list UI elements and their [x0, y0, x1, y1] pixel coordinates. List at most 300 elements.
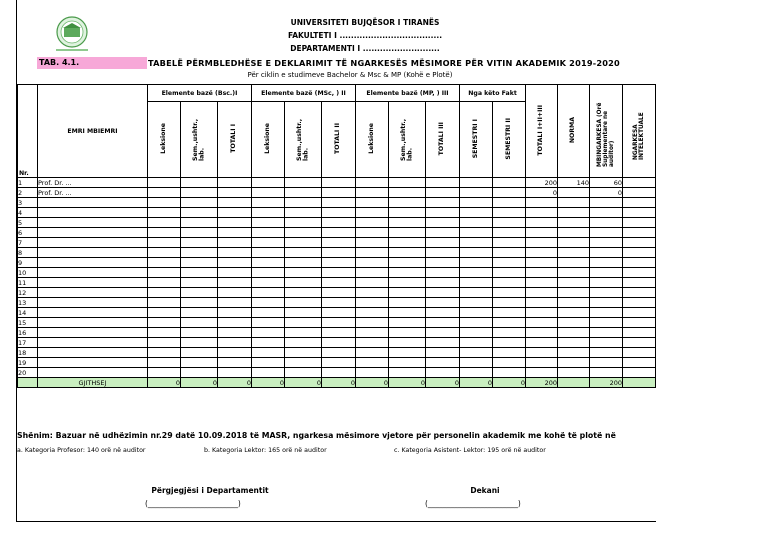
row-name — [38, 218, 148, 228]
row-norma — [558, 368, 590, 378]
row-mbingarkesa — [590, 348, 623, 358]
row-norma: 140 — [558, 178, 590, 188]
row-norma — [558, 288, 590, 298]
empty-cell — [356, 178, 389, 188]
total-cell — [558, 378, 590, 388]
row-number: 7 — [18, 238, 38, 248]
row-intelektuale — [623, 368, 656, 378]
empty-cell — [218, 208, 252, 218]
row-total — [526, 258, 558, 268]
empty-cell — [389, 178, 426, 188]
empty-cell — [181, 288, 218, 298]
empty-cell — [148, 308, 181, 318]
empty-cell — [493, 238, 526, 248]
empty-cell — [252, 188, 285, 198]
empty-cell — [426, 268, 460, 278]
empty-cell — [426, 258, 460, 268]
total-cell: 0 — [322, 378, 356, 388]
header-group-mp: Elemente bazë (MP, ) III — [356, 85, 460, 102]
row-number: 17 — [18, 338, 38, 348]
row-norma — [558, 218, 590, 228]
header-semestri-2: SEMESTRI II — [493, 102, 526, 178]
empty-cell — [285, 208, 322, 218]
row-name — [38, 258, 148, 268]
empty-cell — [322, 348, 356, 358]
row-intelektuale — [623, 278, 656, 288]
empty-cell — [322, 308, 356, 318]
empty-cell — [218, 248, 252, 258]
header-totali-1: TOTALI I — [218, 102, 252, 178]
empty-cell — [181, 308, 218, 318]
total-cell: 0 — [426, 378, 460, 388]
row-total — [526, 328, 558, 338]
row-name — [38, 228, 148, 238]
empty-cell — [218, 258, 252, 268]
header-group-msc: Elemente bazë (MSc, ) II — [252, 85, 356, 102]
row-total — [526, 268, 558, 278]
empty-cell — [285, 338, 322, 348]
empty-cell — [493, 218, 526, 228]
row-norma — [558, 278, 590, 288]
row-mbingarkesa — [590, 298, 623, 308]
empty-cell — [252, 218, 285, 228]
empty-cell — [148, 338, 181, 348]
empty-cell — [285, 248, 322, 258]
empty-cell — [181, 218, 218, 228]
empty-cell — [285, 328, 322, 338]
empty-cell — [356, 298, 389, 308]
empty-cell — [389, 278, 426, 288]
row-number: 12 — [18, 288, 38, 298]
empty-cell — [426, 348, 460, 358]
empty-cell — [181, 248, 218, 258]
empty-cell — [389, 308, 426, 318]
row-intelektuale — [623, 308, 656, 318]
row-norma — [558, 188, 590, 198]
department-head-signature-line: (________________________) — [145, 499, 241, 508]
header-group-bsc: Elemente bazë (Bsc.)I — [148, 85, 252, 102]
row-norma — [558, 298, 590, 308]
empty-cell — [322, 198, 356, 208]
empty-cell — [426, 318, 460, 328]
header-group-fakt: Nga këto Fakt — [460, 85, 526, 102]
row-number: 6 — [18, 228, 38, 238]
empty-cell — [426, 208, 460, 218]
empty-cell — [356, 208, 389, 218]
empty-cell — [181, 358, 218, 368]
empty-cell — [493, 228, 526, 238]
header-leksione-bsc: Leksione — [148, 102, 181, 178]
empty-cell — [493, 358, 526, 368]
empty-cell — [356, 218, 389, 228]
empty-cell — [181, 258, 218, 268]
empty-cell — [460, 368, 493, 378]
category-lector: b. Kategoria Lektor: 165 orë në auditor — [204, 447, 327, 454]
empty-cell — [322, 368, 356, 378]
empty-cell — [181, 368, 218, 378]
row-name — [38, 268, 148, 278]
row-norma — [558, 328, 590, 338]
empty-cell — [356, 308, 389, 318]
row-intelektuale — [623, 318, 656, 328]
total-cell: 200 — [526, 378, 558, 388]
empty-cell — [493, 348, 526, 358]
empty-cell — [218, 348, 252, 358]
empty-cell — [460, 178, 493, 188]
totals-row — [18, 378, 656, 388]
table-row — [18, 238, 656, 248]
table-row — [18, 258, 656, 268]
empty-cell — [148, 188, 181, 198]
empty-cell — [148, 208, 181, 218]
row-total: 0 — [526, 188, 558, 198]
row-norma — [558, 268, 590, 278]
row-mbingarkesa — [590, 288, 623, 298]
empty-cell — [148, 258, 181, 268]
table-row — [18, 268, 656, 278]
empty-cell — [285, 218, 322, 228]
row-name — [38, 348, 148, 358]
empty-cell — [426, 338, 460, 348]
row-name — [38, 208, 148, 218]
row-mbingarkesa — [590, 238, 623, 248]
empty-cell — [181, 228, 218, 238]
total-cell: 0 — [148, 378, 181, 388]
empty-cell — [218, 368, 252, 378]
row-intelektuale — [623, 258, 656, 268]
table-row — [18, 248, 656, 258]
row-number: 9 — [18, 258, 38, 268]
row-total — [526, 298, 558, 308]
row-mbingarkesa — [590, 208, 623, 218]
empty-cell — [181, 348, 218, 358]
empty-cell — [460, 348, 493, 358]
empty-cell — [426, 288, 460, 298]
total-cell: 0 — [285, 378, 322, 388]
empty-cell — [389, 198, 426, 208]
row-intelektuale — [623, 188, 656, 198]
header-leksione-mp: Leksione — [356, 102, 389, 178]
empty-cell — [148, 278, 181, 288]
empty-cell — [148, 318, 181, 328]
empty-cell — [218, 308, 252, 318]
empty-cell — [322, 338, 356, 348]
header-sem-msc: Sem.,ushtr., lab. — [285, 102, 322, 178]
empty-cell — [493, 288, 526, 298]
row-norma — [558, 338, 590, 348]
empty-cell — [493, 308, 526, 318]
empty-cell — [218, 288, 252, 298]
table-row — [18, 308, 656, 318]
empty-cell — [181, 238, 218, 248]
row-name — [38, 248, 148, 258]
empty-cell — [218, 188, 252, 198]
empty-cell — [218, 268, 252, 278]
row-mbingarkesa — [590, 268, 623, 278]
empty-cell — [285, 298, 322, 308]
table-row — [18, 278, 656, 288]
empty-cell — [493, 368, 526, 378]
total-cell: 0 — [252, 378, 285, 388]
empty-cell — [460, 208, 493, 218]
header-totali-sum: TOTALI I+II+III — [526, 85, 558, 178]
empty-cell — [460, 338, 493, 348]
row-number: 15 — [18, 318, 38, 328]
empty-cell — [218, 298, 252, 308]
row-total — [526, 288, 558, 298]
total-cell: 0 — [181, 378, 218, 388]
row-total — [526, 338, 558, 348]
empty-cell — [148, 178, 181, 188]
row-number: 4 — [18, 208, 38, 218]
empty-cell — [356, 288, 389, 298]
empty-cell — [356, 258, 389, 268]
row-mbingarkesa — [590, 228, 623, 238]
row-mbingarkesa — [590, 308, 623, 318]
empty-cell — [460, 318, 493, 328]
row-name — [38, 318, 148, 328]
empty-cell — [356, 228, 389, 238]
row-number: 20 — [18, 368, 38, 378]
header-name: EMRI MBIEMRI — [38, 85, 148, 178]
empty-cell — [148, 288, 181, 298]
empty-cell — [181, 208, 218, 218]
row-intelektuale — [623, 338, 656, 348]
total-cell: 0 — [356, 378, 389, 388]
row-total — [526, 358, 558, 368]
row-norma — [558, 248, 590, 258]
row-norma — [558, 258, 590, 268]
empty-cell — [218, 228, 252, 238]
empty-cell — [389, 358, 426, 368]
empty-cell — [426, 298, 460, 308]
row-number: 8 — [18, 248, 38, 258]
row-name — [38, 328, 148, 338]
total-cell: 0 — [389, 378, 426, 388]
row-total — [526, 368, 558, 378]
header-mbingarkesa: MBINGARKESA (Orë Suplementare ne auditor) — [590, 85, 623, 178]
empty-cell — [322, 318, 356, 328]
header-leksione-msc: Leksione — [252, 102, 285, 178]
header-semestri-1: SEMESTRI I — [460, 102, 493, 178]
empty-cell — [322, 278, 356, 288]
empty-cell — [252, 238, 285, 248]
table-row — [18, 198, 656, 208]
total-cell: 0 — [218, 378, 252, 388]
empty-cell — [322, 238, 356, 248]
table-row — [18, 178, 656, 188]
department-line: DEPARTAMENTI I ........................... — [290, 44, 440, 53]
empty-cell — [218, 218, 252, 228]
empty-cell — [252, 368, 285, 378]
empty-cell — [181, 318, 218, 328]
empty-cell — [426, 238, 460, 248]
table-row — [18, 328, 656, 338]
empty-cell — [148, 368, 181, 378]
row-total — [526, 228, 558, 238]
row-intelektuale — [623, 358, 656, 368]
row-number: 3 — [18, 198, 38, 208]
empty-cell — [252, 258, 285, 268]
empty-cell — [493, 258, 526, 268]
row-name: Prof. Dr. ... — [38, 178, 148, 188]
row-name — [38, 238, 148, 248]
empty-cell — [460, 308, 493, 318]
empty-cell — [426, 178, 460, 188]
row-intelektuale — [623, 238, 656, 248]
empty-cell — [322, 258, 356, 268]
empty-cell — [426, 308, 460, 318]
row-intelektuale — [623, 328, 656, 338]
header-nr: Nr. — [18, 85, 38, 178]
tab-label: TAB. 4.1. — [37, 57, 147, 69]
table-row — [18, 208, 656, 218]
empty-cell — [285, 308, 322, 318]
empty-cell — [181, 198, 218, 208]
empty-cell — [460, 268, 493, 278]
empty-cell — [148, 268, 181, 278]
empty-cell — [493, 328, 526, 338]
empty-cell — [252, 288, 285, 298]
empty-cell — [493, 188, 526, 198]
empty-cell — [493, 268, 526, 278]
empty-cell — [218, 198, 252, 208]
empty-cell — [356, 188, 389, 198]
row-intelektuale — [623, 198, 656, 208]
row-name — [38, 298, 148, 308]
row-norma — [558, 358, 590, 368]
empty-cell — [285, 318, 322, 328]
category-assistant: c. Kategoria Asistent- Lektor: 195 orë në auditor — [394, 447, 546, 454]
empty-cell — [356, 328, 389, 338]
row-name: Prof. Dr. ... — [38, 188, 148, 198]
empty-cell — [285, 268, 322, 278]
empty-cell — [252, 318, 285, 328]
page-subtitle: Për ciklin e studimeve Bachelor & Msc & MP (Kohë e Plotë) — [247, 71, 453, 79]
empty-cell — [218, 318, 252, 328]
row-mbingarkesa — [590, 358, 623, 368]
empty-cell — [322, 178, 356, 188]
empty-cell — [218, 178, 252, 188]
empty-cell — [148, 248, 181, 258]
empty-cell — [389, 328, 426, 338]
table-row — [18, 228, 656, 238]
empty-cell — [460, 188, 493, 198]
empty-cell — [252, 248, 285, 258]
header-ngarkesa-intelektuale: NGARKESA INTELEKTUALE — [623, 85, 656, 178]
row-number: 18 — [18, 348, 38, 358]
empty-cell — [356, 198, 389, 208]
empty-cell — [148, 298, 181, 308]
empty-cell — [252, 198, 285, 208]
empty-cell — [356, 358, 389, 368]
row-name — [38, 278, 148, 288]
empty-cell — [389, 218, 426, 228]
table-row — [18, 358, 656, 368]
empty-cell — [460, 258, 493, 268]
row-number: 16 — [18, 328, 38, 338]
row-norma — [558, 238, 590, 248]
row-norma — [558, 208, 590, 218]
row-mbingarkesa — [590, 278, 623, 288]
row-name — [38, 288, 148, 298]
empty-cell — [148, 218, 181, 228]
row-norma — [558, 228, 590, 238]
empty-cell — [460, 298, 493, 308]
empty-cell — [148, 228, 181, 238]
table-row — [18, 188, 656, 198]
empty-cell — [426, 198, 460, 208]
row-mbingarkesa — [590, 218, 623, 228]
page-title: TABELË PËRMBLEDHËSE E DEKLARIMIT TË NGARKESËS MËSIMORE PËR VITIN AKADEMIK 2019-2020 — [148, 58, 620, 68]
empty-cell — [493, 318, 526, 328]
empty-cell — [493, 248, 526, 258]
header-norma: NORMA — [558, 85, 590, 178]
dean-title: Dekani — [470, 486, 500, 495]
table-row — [18, 368, 656, 378]
empty-cell — [493, 338, 526, 348]
row-mbingarkesa — [590, 258, 623, 268]
total-cell: 200 — [590, 378, 623, 388]
table-row — [18, 318, 656, 328]
row-number: 19 — [18, 358, 38, 368]
empty-cell — [389, 238, 426, 248]
row-number: 13 — [18, 298, 38, 308]
empty-cell — [322, 228, 356, 238]
row-total — [526, 248, 558, 258]
empty-cell — [426, 248, 460, 258]
table-row — [18, 348, 656, 358]
row-norma — [558, 198, 590, 208]
row-name — [38, 308, 148, 318]
row-total — [526, 238, 558, 248]
row-number: 2 — [18, 188, 38, 198]
university-name: UNIVERSITETI BUJQËSOR I TIRANËS — [290, 18, 440, 27]
row-norma — [558, 318, 590, 328]
row-intelektuale — [623, 248, 656, 258]
empty-cell — [252, 268, 285, 278]
empty-cell — [148, 348, 181, 358]
empty-cell — [356, 318, 389, 328]
workload-table — [17, 84, 656, 388]
row-total — [526, 318, 558, 328]
total-cell — [623, 378, 656, 388]
faculty-line: FAKULTETI I .................................... — [287, 31, 443, 40]
empty-cell — [285, 358, 322, 368]
empty-cell — [460, 358, 493, 368]
empty-cell — [285, 288, 322, 298]
row-intelektuale — [623, 348, 656, 358]
note-text: Shënim: Bazuar në udhëzimin nr.29 datë 10.09.2018 të MASR, ngarkesa mësimore vjetore për personelin akademik me kohë të plotë në — [17, 431, 616, 440]
empty-cell — [285, 348, 322, 358]
empty-cell — [460, 288, 493, 298]
empty-cell — [285, 368, 322, 378]
empty-cell — [322, 298, 356, 308]
empty-cell — [252, 308, 285, 318]
header-totali-3: TOTALI III — [426, 102, 460, 178]
row-intelektuale — [623, 228, 656, 238]
total-cell: 0 — [460, 378, 493, 388]
empty-cell — [148, 358, 181, 368]
empty-cell — [426, 228, 460, 238]
header-sem-bsc: Sem.,ushtr., lab. — [181, 102, 218, 178]
empty-cell — [389, 368, 426, 378]
table-row — [18, 218, 656, 228]
row-total — [526, 348, 558, 358]
empty-cell — [181, 338, 218, 348]
empty-cell — [285, 228, 322, 238]
empty-cell — [356, 368, 389, 378]
